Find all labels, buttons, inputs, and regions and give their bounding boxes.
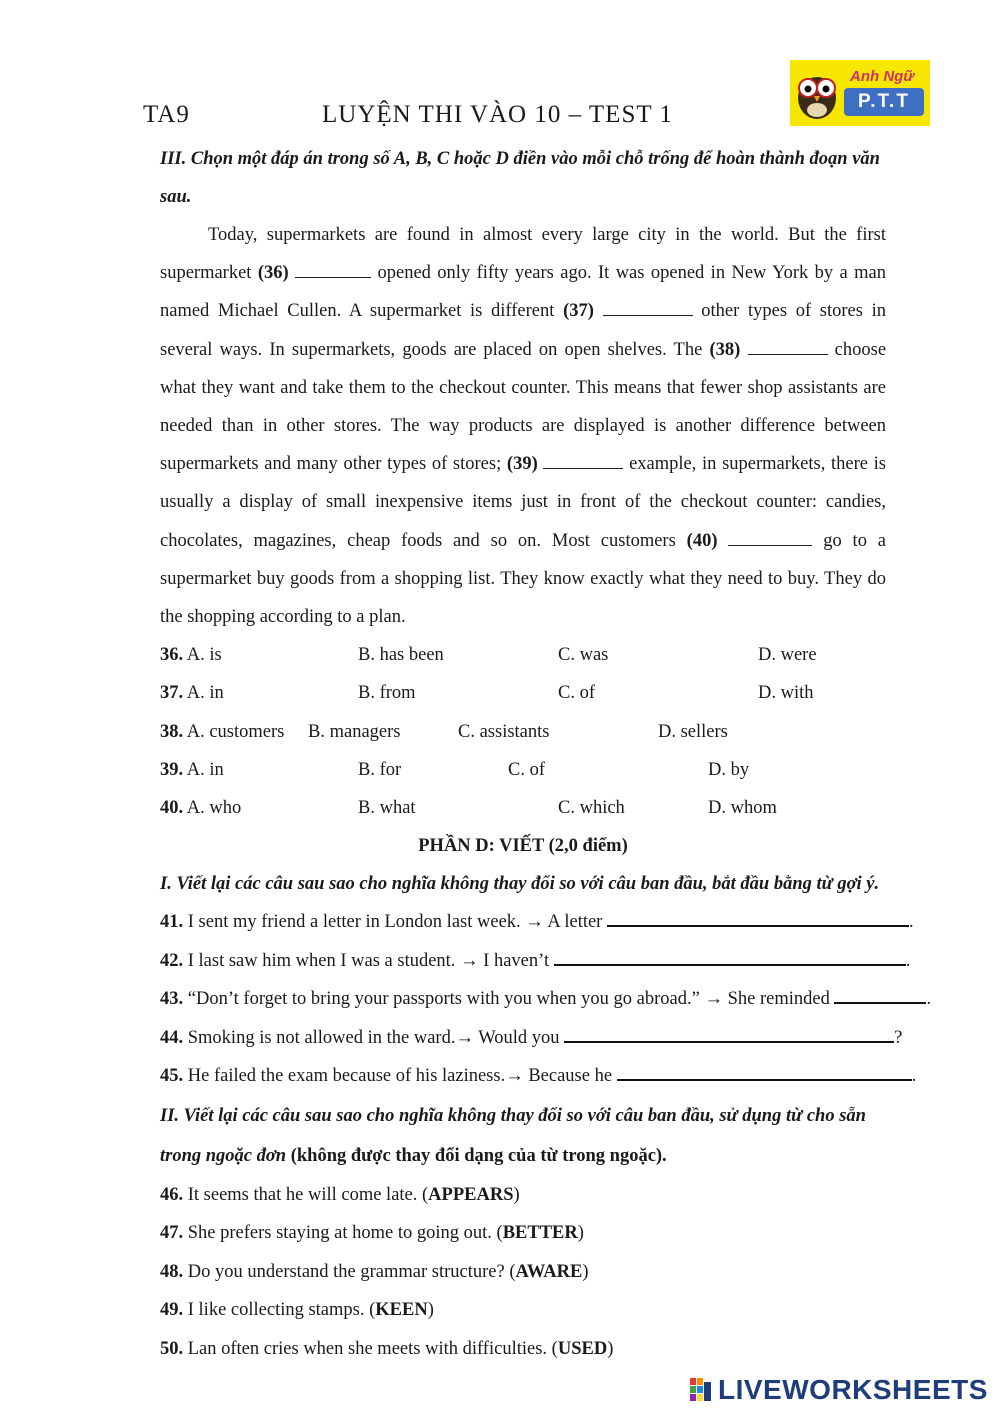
question-number: 46.: [160, 1184, 184, 1205]
reading-passage: [160, 216, 886, 636]
question-text: She prefers staying at home to going out. (: [187, 1223, 503, 1244]
question-number: 41.: [160, 912, 184, 933]
answer-field-42[interactable]: [554, 944, 906, 966]
gap-number-39: (39): [506, 454, 538, 475]
question-number: 49.: [160, 1300, 184, 1321]
option-b[interactable]: B. for: [358, 759, 402, 780]
bracket-close: ): [513, 1184, 520, 1205]
question-number: 47.: [160, 1223, 184, 1244]
option-a[interactable]: A. in: [186, 683, 224, 704]
gap-number-40: (40): [686, 530, 718, 551]
question-end: ?: [894, 1027, 903, 1048]
option-d[interactable]: D. by: [708, 759, 750, 780]
question-48: [160, 1253, 886, 1292]
section-i-heading: I. Viết lại các câu sau sao cho nghĩa không thay đổi so với câu ban đầu, bắt đầu bằng từ gợi ý.: [160, 874, 880, 895]
question-number: 43.: [160, 989, 184, 1010]
option-b[interactable]: B. what: [358, 797, 416, 818]
question-text: Smoking is not allowed in the ward.→ Would you: [187, 1027, 560, 1048]
question-41: [160, 903, 914, 942]
question-end: .: [908, 912, 914, 933]
answer-field-43[interactable]: [834, 982, 926, 1004]
option-a[interactable]: A. who: [186, 797, 242, 818]
gap-number-38: (38): [709, 339, 741, 360]
option-a[interactable]: A. in: [186, 759, 224, 780]
option-number: 36.: [160, 645, 184, 666]
options-row-37: [160, 674, 886, 712]
question-text: Do you understand the grammar structure? (: [187, 1261, 516, 1282]
logo-bottom-text: P.T.T: [844, 88, 924, 116]
question-text: It seems that he will come late. (: [187, 1184, 429, 1205]
logo: [790, 60, 930, 126]
question-number: 44.: [160, 1027, 184, 1048]
question-49: [160, 1291, 886, 1330]
bracket-close: ): [577, 1223, 584, 1244]
option-d[interactable]: D. with: [758, 683, 814, 704]
keyword: APPEARS: [428, 1184, 514, 1205]
question-50: [160, 1330, 886, 1369]
passage-part-6: go to a supermarket buy goods from a shopping list. They know exactly what they need to buy. They do the shopping according to a plan.: [160, 530, 887, 628]
keyword: KEEN: [375, 1300, 428, 1321]
option-b[interactable]: B. from: [358, 683, 416, 704]
question-end: .: [905, 950, 911, 971]
question-46: [160, 1176, 886, 1215]
liveworksheets-brand: LIVEWORKSHEETS: [718, 1374, 988, 1405]
gap-40-blank[interactable]: [728, 529, 812, 546]
question-text: He failed the exam because of his laziness.→ Because he: [187, 1066, 613, 1087]
section-ii-heading: [160, 1096, 886, 1176]
option-d[interactable]: D. sellers: [658, 721, 728, 742]
passage-part-5: example, in supermarkets, there is usually a display of small inexpensive items just in front of the checkout counter: candies, chocolates, magazines, cheap foods and so on. Most customers: [160, 454, 887, 551]
option-c[interactable]: C. assistants: [458, 721, 550, 742]
option-a[interactable]: A. customers: [186, 721, 285, 742]
options-row-40: [160, 789, 886, 827]
gap-number-36: (36): [257, 263, 289, 284]
header-title: LUYỆN THI VÀO 10 – TEST 1: [322, 101, 673, 128]
section-3-heading: III. Chọn một đáp án trong số A, B, C hoặc D điền vào mỗi chỗ trống để hoàn thành đoạn văn sau.: [160, 149, 880, 207]
options-row-36: [160, 636, 886, 674]
option-number: 38.: [160, 721, 184, 742]
option-number: 40.: [160, 797, 184, 818]
option-c[interactable]: C. which: [558, 797, 625, 818]
option-b[interactable]: B. managers: [308, 721, 401, 742]
options-row-39: [160, 751, 886, 789]
option-number: 39.: [160, 759, 184, 780]
keyword: AWARE: [515, 1261, 583, 1282]
answer-field-41[interactable]: [607, 905, 909, 927]
question-text: I sent my friend a letter in London last week. → A letter: [187, 912, 603, 933]
worksheet-content: [160, 140, 932, 1368]
bracket-close: ): [427, 1300, 434, 1321]
passage-part-3: other types of stores in several ways. In supermarkets, goods are placed on open shelves. The: [160, 301, 887, 360]
question-number: 50.: [160, 1338, 184, 1359]
question-44: [160, 1019, 903, 1058]
option-d[interactable]: D. were: [758, 645, 817, 666]
question-number: 42.: [160, 950, 184, 971]
bracket-close: ): [582, 1261, 589, 1282]
question-text: Lan often cries when she meets with difficulties. (: [187, 1338, 558, 1359]
logo-top-text: Anh Ngữ: [850, 68, 915, 85]
bracket-close: ): [607, 1338, 614, 1359]
question-text: I last saw him when I was a student. → I haven’t: [187, 950, 550, 971]
question-47: [160, 1214, 886, 1253]
option-c[interactable]: C. of: [558, 683, 595, 704]
question-43: [160, 980, 932, 1019]
owl-icon: [794, 66, 840, 120]
section-ii-heading-bold: (không được thay đổi dạng của từ trong ngoặc).: [286, 1145, 667, 1166]
option-a[interactable]: A. is: [186, 645, 222, 666]
option-b[interactable]: B. has been: [358, 645, 444, 666]
question-42: [160, 942, 911, 981]
answer-field-44[interactable]: [564, 1021, 894, 1043]
keyword: BETTER: [502, 1223, 578, 1244]
options-row-38: [160, 713, 886, 751]
keyword: USED: [557, 1338, 608, 1359]
gap-36-blank[interactable]: [295, 261, 371, 278]
header-code: TA9: [143, 101, 190, 128]
passage-part-1: Today, supermarkets are found in almost every large city in the world. But the first supermarket: [160, 225, 886, 284]
part-d-heading: PHẦN D: VIẾT (2,0 điểm): [418, 836, 628, 857]
question-number: 48.: [160, 1261, 184, 1282]
question-45: [160, 1057, 917, 1096]
gap-39-blank[interactable]: [543, 452, 623, 469]
option-c[interactable]: C. was: [558, 645, 609, 666]
answer-field-45[interactable]: [617, 1059, 912, 1081]
passage-part-4: choose what they want and take them to the checkout counter. This means that fewer shop assistants are needed than in other stores. The way products are displayed is another difference between supermarkets and many other types of stores;: [160, 339, 887, 475]
question-number: 45.: [160, 1066, 184, 1087]
gap-number-37: (37): [563, 301, 594, 322]
question-text: I like collecting stamps. (: [187, 1300, 376, 1321]
question-end: .: [926, 989, 932, 1010]
gap-38-blank[interactable]: [748, 338, 828, 355]
option-c[interactable]: C. of: [508, 759, 545, 780]
question-end: .: [911, 1066, 917, 1087]
section-ii-heading-italic: II. Viết lại các câu sau sao cho nghĩa không thay đổi so với câu ban đầu, sử dụng từ cho sẵn trong ngoặc đơn: [160, 1105, 866, 1166]
gap-37-blank[interactable]: [603, 299, 693, 316]
liveworksheets-logo-icon: [690, 1378, 712, 1402]
option-d[interactable]: D. whom: [708, 797, 777, 818]
passage-part-2: opened only fifty years ago. It was opened in New York by a man named Michael Cullen. A supermarket is different: [160, 263, 887, 322]
option-number: 37.: [160, 683, 184, 704]
question-text: “Don’t forget to bring your passports with you when you go abroad.” → She reminded: [187, 989, 830, 1010]
